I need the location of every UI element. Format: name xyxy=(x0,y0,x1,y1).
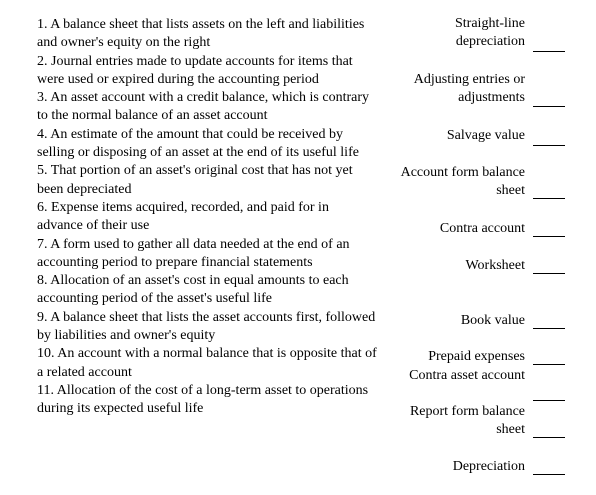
term-label: Prepaid expenses xyxy=(428,349,525,364)
definition-item: 4. An estimate of the amount that could be received by selling or disposing of an asset at the end of its useful life xyxy=(37,126,359,161)
term-label: Straight-line depreciation xyxy=(455,16,525,50)
term-label: Report form balance sheet xyxy=(409,404,525,438)
term-label: Account form balance sheet xyxy=(400,165,525,199)
terms-column xyxy=(385,0,596,495)
answer-blank[interactable] xyxy=(533,437,565,438)
definitions-list xyxy=(37,16,377,419)
term-label: Contra account xyxy=(439,221,525,236)
definition-item: 5. That portion of an asset's original cost that has not yet been depreciated xyxy=(37,163,353,197)
definition-item: 2. Journal entries made to update accounts for items that were used or expired during the accounting period xyxy=(37,53,353,87)
answer-blank[interactable] xyxy=(533,364,565,365)
definition-item: 1. A balance sheet that lists assets on the left and liabilities and owner's equity on the right xyxy=(37,17,365,51)
definition-item: 7. A form used to gather all data needed at the end of an accounting period to prepare financial statements xyxy=(37,236,350,270)
answer-blank[interactable] xyxy=(533,328,565,329)
answer-blank[interactable] xyxy=(533,400,565,401)
answer-blank[interactable] xyxy=(533,198,565,199)
answer-blank[interactable] xyxy=(533,273,565,274)
definition-item: 8. Allocation of an asset's cost in equal amounts to each accounting period of the asset's useful life xyxy=(37,273,349,307)
definition-item: 3. An asset account with a credit balance, which is contrary to the normal balance of an asset account xyxy=(37,90,369,124)
term-label: Book value xyxy=(460,313,525,328)
definition-item: 9. A balance sheet that lists the asset accounts first, followed by liabilities and owner's equity xyxy=(37,309,376,344)
term-label: Worksheet xyxy=(465,258,525,273)
term-label: Depreciation xyxy=(452,459,525,474)
answer-blank[interactable] xyxy=(533,106,565,107)
answer-blank[interactable] xyxy=(533,474,565,475)
answer-blank[interactable] xyxy=(533,236,565,237)
answer-blank[interactable] xyxy=(533,51,565,52)
definition-item: 11. Allocation of the cost of a long-term asset to operations during its expected useful life xyxy=(37,382,369,417)
definition-item: 6. Expense items acquired, recorded, and paid for in advance of their use xyxy=(37,199,329,234)
definition-item: 10. An account with a normal balance that is opposite that of a related account xyxy=(37,346,377,380)
term-label: Salvage value xyxy=(446,128,525,143)
answer-blank[interactable] xyxy=(533,145,565,146)
term-label: Contra asset account xyxy=(409,368,525,383)
term-label: Adjusting entries or adjustments xyxy=(413,72,525,106)
